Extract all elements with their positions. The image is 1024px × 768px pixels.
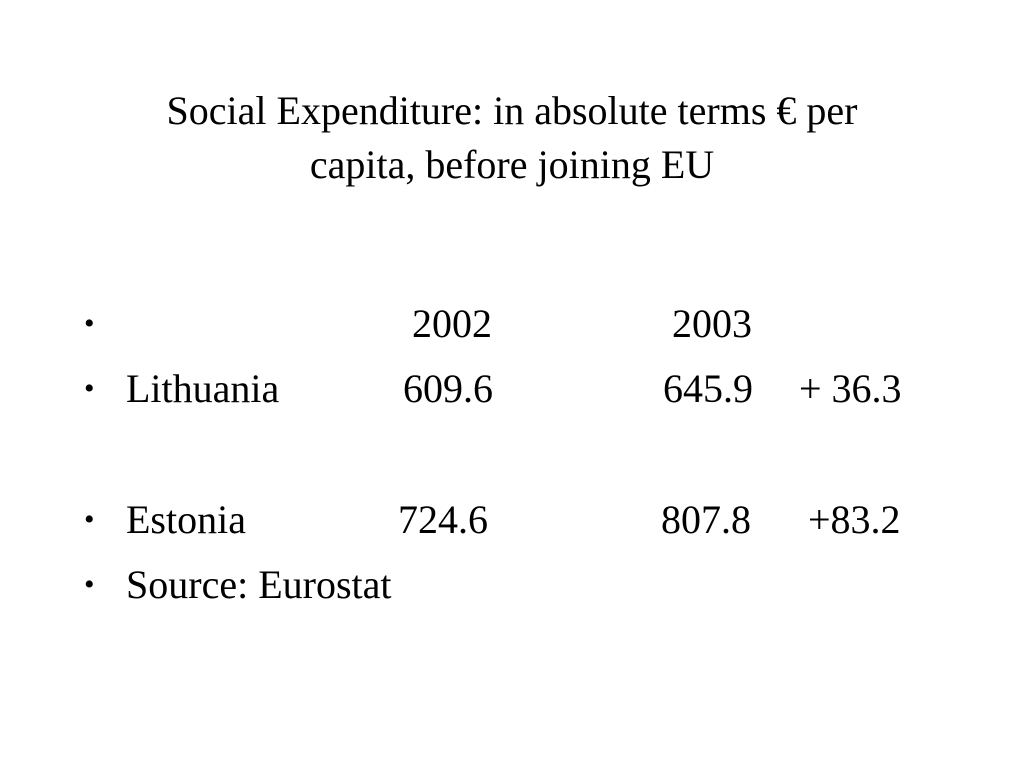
bullet-row-source [0, 558, 1024, 612]
slide-title-line-2: capita, before joining EU [309, 142, 715, 187]
value-2002: 724.6 [398, 497, 488, 542]
value-change: + 36.3 [799, 366, 902, 411]
bullet-row-estonia [0, 493, 1024, 547]
bullet-header-row [0, 297, 1024, 351]
bullet-row-lithuania [0, 362, 1024, 416]
bullet-marker: • [84, 503, 95, 536]
value-2003: 645.9 [663, 366, 753, 411]
value-2003: 807.8 [661, 497, 751, 542]
bullet-marker: • [84, 372, 95, 405]
value-2002: 609.6 [403, 366, 493, 411]
column-header-2002: 2002 [412, 301, 492, 346]
slide-title-line-1: Social Expenditure: in absolute terms € per [166, 88, 858, 133]
column-header-2003: 2003 [672, 301, 752, 346]
value-change: +83.2 [808, 497, 901, 542]
country-label: Lithuania [126, 366, 280, 411]
source-text: Source: Eurostat [126, 562, 392, 607]
bullet-marker: • [84, 307, 95, 340]
bullet-marker: • [84, 568, 95, 601]
country-label: Estonia [126, 497, 246, 542]
